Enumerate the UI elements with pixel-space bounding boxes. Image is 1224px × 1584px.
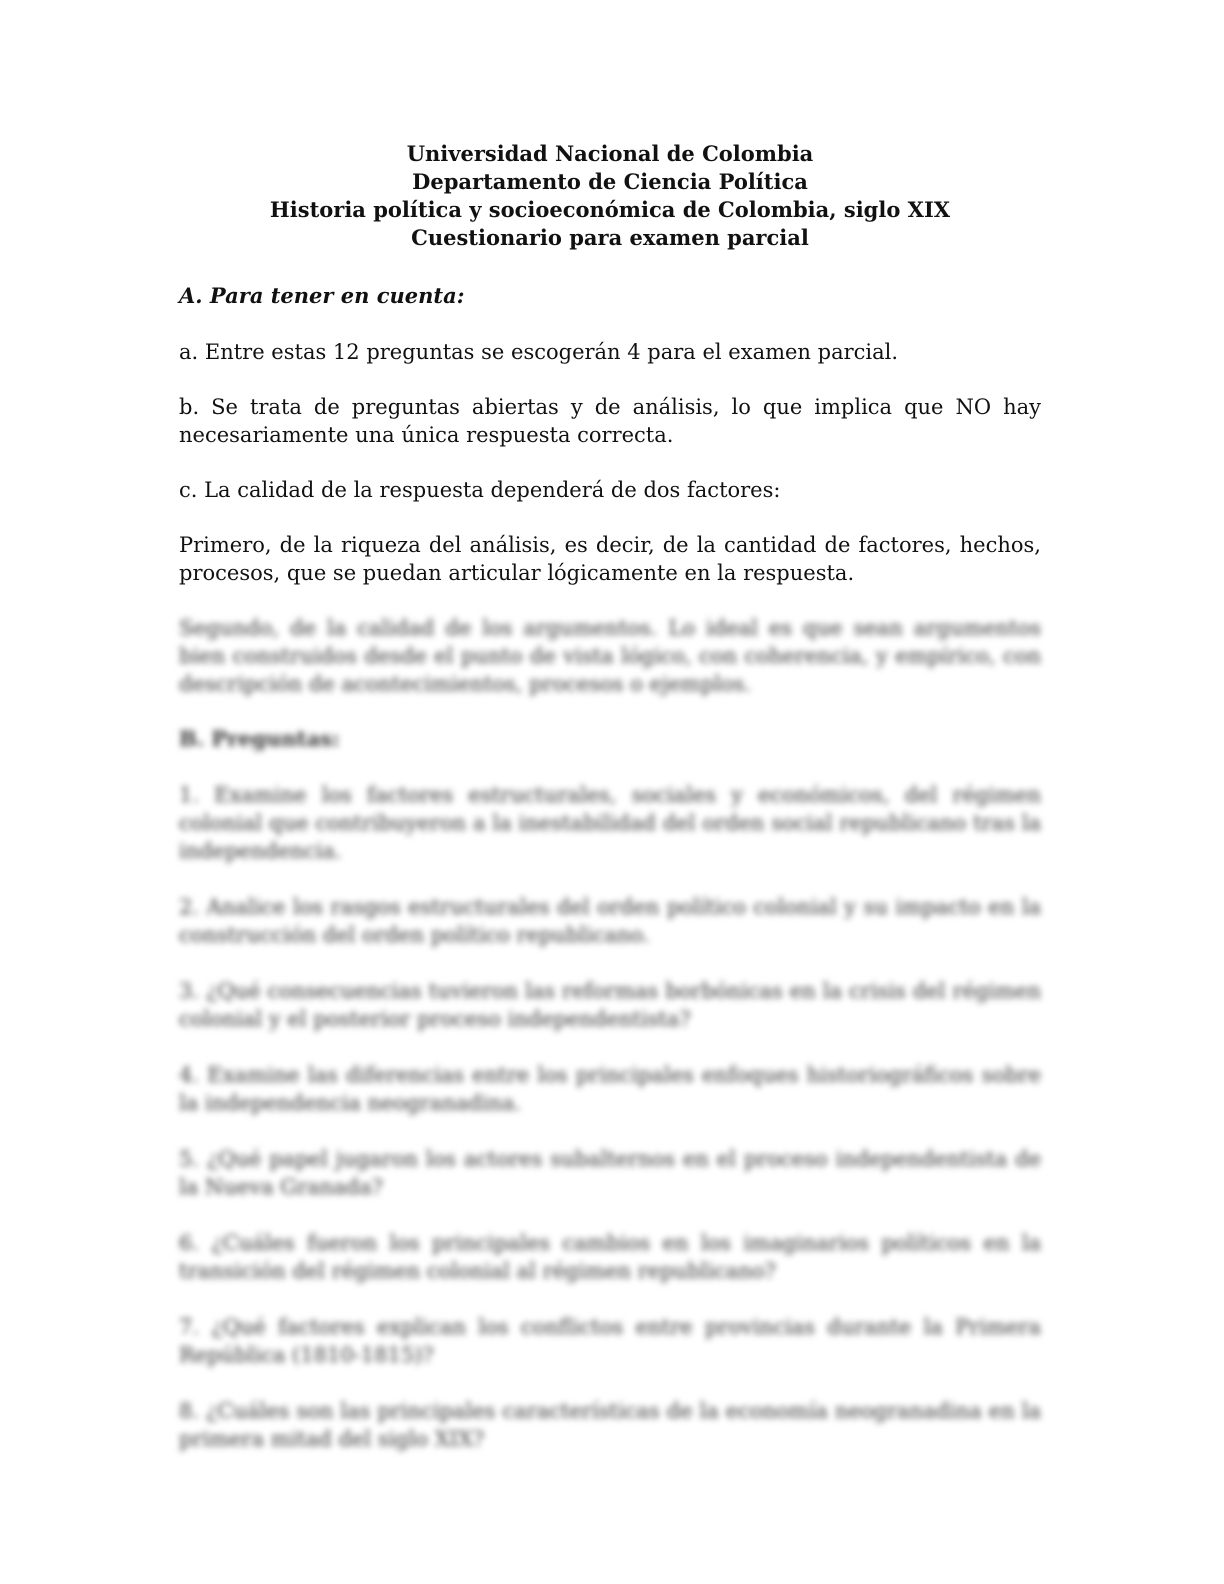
item-b: b. Se trata de preguntas abiertas y de análisis, lo que implica que NO hay necesariamente una única respuesta correcta. bbox=[179, 395, 1041, 447]
question-item: 3. ¿Qué consecuencias tuvieron las reformas borbónicas en la crisis del régimen colonial y el posterior proceso independentista? bbox=[179, 979, 1041, 1031]
document-header bbox=[179, 140, 1041, 252]
course-name: Historia política y socioeconómica de Colombia, siglo XIX bbox=[269, 197, 951, 222]
section-b-title: B. Preguntas: bbox=[179, 726, 340, 751]
question-item: 1. Examine los factores estructurales, sociales y económicos, del régimen colonial que contribuyeron a la inestabilidad del orden social republicano tras la independencia. bbox=[179, 783, 1041, 863]
item-a: a. Entre estas 12 preguntas se escogerán 4 para el examen parcial. bbox=[179, 340, 899, 364]
document-page bbox=[179, 140, 1041, 1453]
question-item: 8. ¿Cuáles son las principales características de la economía neogranadina en la primera mitad del siglo XIX? bbox=[179, 1399, 1041, 1451]
question-item: 5. ¿Qué papel jugaron los actores subalternos en el proceso independentista de la Nueva Granada? bbox=[179, 1147, 1041, 1199]
questions-list bbox=[179, 781, 1041, 1453]
question-item: 4. Examine las diferencias entre los principales enfoques historiográficos sobre la independencia neogranadina. bbox=[179, 1063, 1041, 1115]
question-item: 6. ¿Cuáles fueron los principales cambios en los imaginarios políticos en la transición del régimen colonial al régimen republicano? bbox=[179, 1231, 1041, 1283]
factor-segundo: Segundo, de la calidad de los argumentos. Lo ideal es que sean argumentos bien construidos desde el punto de vista lógico, con coherencia, y empírico, con descripción de acontecimientos, procesos o ejemplos. bbox=[179, 616, 1041, 696]
factor-primero: Primero, de la riqueza del análisis, es decir, de la cantidad de factores, hechos, procesos, que se puedan articular lógicamente en la respuesta. bbox=[179, 533, 1041, 585]
question-item: 2. Analice los rasgos estructurales del orden político colonial y su impacto en la construcción del orden político republicano. bbox=[179, 895, 1041, 947]
section-a-title: A. Para tener en cuenta: bbox=[179, 283, 465, 308]
question-item: 7. ¿Qué factores explican los conflictos entre provincias durante la Primera República (1810-1815)? bbox=[179, 1315, 1041, 1367]
item-c: c. La calidad de la respuesta dependerá de dos factores: bbox=[179, 478, 781, 502]
department-name: Departamento de Ciencia Política bbox=[412, 169, 808, 194]
document-title: Cuestionario para examen parcial bbox=[411, 225, 809, 250]
university-name: Universidad Nacional de Colombia bbox=[406, 141, 814, 166]
